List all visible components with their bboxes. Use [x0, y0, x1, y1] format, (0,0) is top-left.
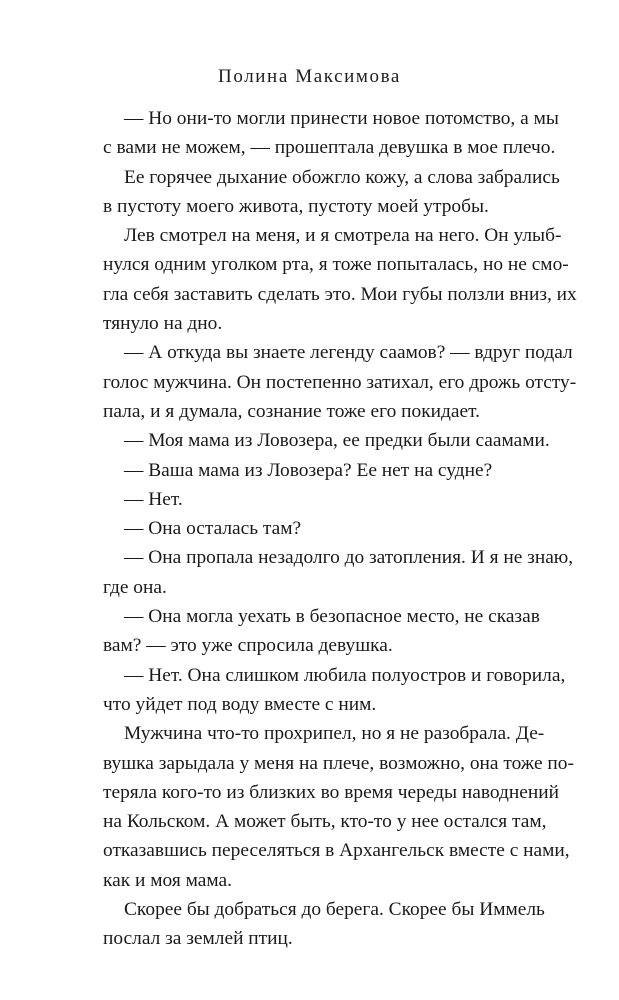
- text-line: в пустоту моего живота, пустоту моей утробы.: [103, 195, 489, 217]
- text-line: как и моя мама.: [103, 869, 232, 891]
- text-line: Скорее бы добраться до берега. Скорее бы Иммель: [124, 899, 545, 921]
- paragraph: [103, 221, 577, 338]
- text-line: вушка зарыдала у меня на плече, возможно, она тоже по-: [103, 752, 574, 774]
- paragraph: [103, 661, 566, 720]
- text-line: — Ваша мама из Ловозера? Ее нет на судне?: [124, 459, 493, 481]
- text-line: нулся одним уголком рта, я тоже попыталась, но не смо-: [103, 254, 569, 276]
- text-line: голос мужчина. Он постепенно затихал, его дрожь отсту-: [103, 371, 577, 393]
- text-line: теряла кого-то из близких во время череды наводнений: [103, 781, 559, 803]
- text-line: — Она пропала незадолго до затопления. И я не знаю,: [124, 547, 574, 569]
- text-line: Мужчина что-то прохрипел, но я не разобрала. Де-: [124, 723, 545, 745]
- paragraph: [103, 485, 515, 514]
- text-line: тянуло на дно.: [103, 313, 223, 335]
- paragraph: [103, 543, 574, 602]
- running-head-author: Полина Максимова: [218, 66, 401, 87]
- text-line: отказавшись переселяться в Архангельск вместе с нами,: [103, 840, 570, 862]
- text-line: Ее горячее дыхание обожгло кожу, а слова забрались: [124, 166, 560, 188]
- text-line: где она.: [103, 576, 167, 598]
- paragraph: [103, 104, 559, 163]
- paragraph: [103, 719, 574, 895]
- text-line: на Кольском. А может быть, кто-то у нее остался там,: [103, 811, 547, 833]
- text-line: — Нет.: [124, 488, 183, 510]
- text-line: вам? — это уже спросила девушка.: [103, 635, 393, 657]
- paragraph: [103, 338, 577, 426]
- text-line: — Но они-то могли принести новое потомство, а мы: [124, 108, 559, 129]
- text-line: — А откуда вы знаете легенду саамов? — вдруг подал: [124, 342, 573, 364]
- text-line: гла себя заставить сделать это. Мои губы ползли вниз, их: [103, 283, 577, 305]
- paragraph: [103, 895, 545, 954]
- text-line: — Нет. Она слишком любила полуостров и говорила,: [124, 664, 566, 686]
- paragraph: [103, 602, 540, 661]
- text-line: что уйдет под воду вместе с ним.: [103, 693, 377, 715]
- text-line: пала, и я думала, сознание тоже его покидает.: [103, 400, 480, 422]
- text-line: — Она могла уехать в безопасное место, не сказав: [124, 606, 540, 628]
- text-line: — Она осталась там?: [124, 518, 302, 540]
- paragraph: [103, 163, 560, 222]
- paragraph: [103, 456, 515, 485]
- text-line: — Моя мама из Ловозера, ее предки были саамами.: [124, 430, 550, 452]
- text-line: Лев смотрел на меня, и я смотрела на него. Он улыб-: [124, 225, 562, 247]
- paragraph: [103, 514, 515, 543]
- text-line: с вами не можем, — прошептала девушка в мое плечо.: [103, 137, 556, 159]
- body-text: [103, 104, 577, 954]
- text-line: послал за землей птиц.: [103, 928, 293, 950]
- paragraph: [103, 426, 550, 455]
